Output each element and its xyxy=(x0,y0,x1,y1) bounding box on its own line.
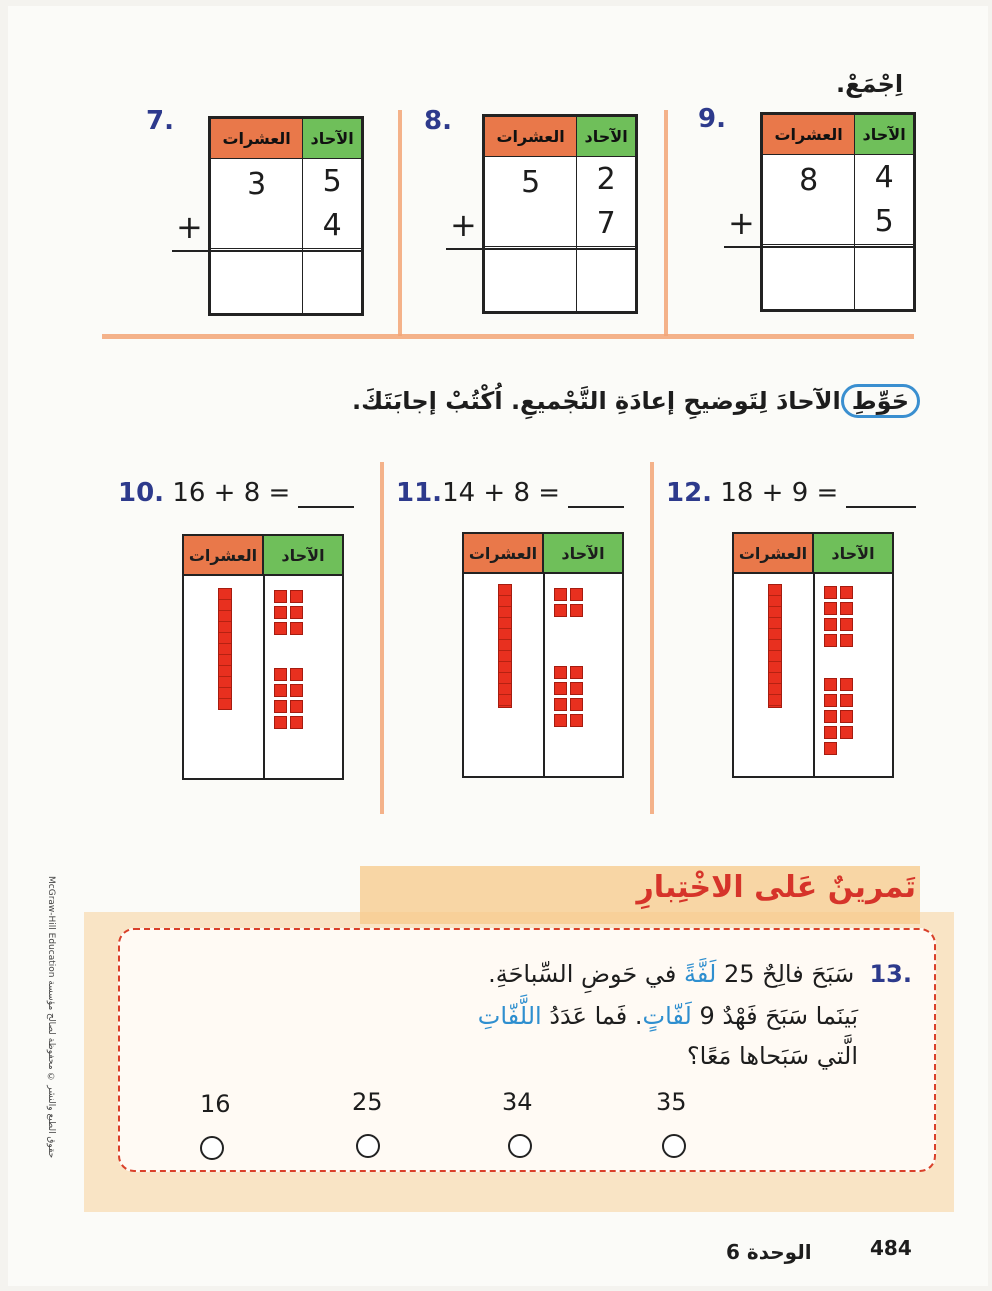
tens-rod xyxy=(498,584,512,708)
ones-bottom-digit: 4 xyxy=(322,207,342,243)
plus-sign: + xyxy=(728,204,755,242)
keyword: اللَّفّاتِ xyxy=(477,1002,542,1030)
question-13-line2 xyxy=(478,996,858,1036)
circled-word: حَوِّطِ xyxy=(841,384,920,418)
divider xyxy=(650,462,654,814)
equation-10 xyxy=(118,478,354,508)
ones-top-digit: 4 xyxy=(874,159,894,195)
ones-cube xyxy=(824,634,837,647)
text: في حَوضِ السِّباحَةِ. xyxy=(488,960,684,988)
test-practice-title: تَمرينٌ عَلى الاخْتِبارِ xyxy=(636,870,916,905)
regroup-instruction xyxy=(352,384,920,418)
ones-cube xyxy=(290,700,303,713)
answer-blank[interactable] xyxy=(298,480,354,508)
tens-header: العشرات xyxy=(485,117,577,157)
text: . فَما عَدَدُ xyxy=(541,1002,643,1030)
tens-rod xyxy=(218,588,232,710)
unit-label: الوحدة 6 xyxy=(726,1240,812,1264)
ones-cube xyxy=(290,684,303,697)
instruction-rest: الآحادَ لِتَوضيحِ إعادَةِ التَّجْميعِ. اُكْتُبْ إجابَتَكَ. xyxy=(352,387,841,415)
answer-bubble[interactable] xyxy=(200,1136,224,1160)
answer-blank[interactable] xyxy=(846,480,916,508)
page-number: 484 xyxy=(870,1236,912,1260)
plus-sign: + xyxy=(450,206,477,244)
ones-cube xyxy=(554,588,567,601)
ones-cube xyxy=(824,710,837,723)
ones-cube xyxy=(840,678,853,691)
ones-top-digit: 2 xyxy=(596,161,616,197)
add-instruction: اِجْمَعْ. xyxy=(836,70,904,98)
answer-cell[interactable] xyxy=(855,245,914,310)
ones-header: الآحاد xyxy=(855,115,914,155)
ones-cube xyxy=(554,714,567,727)
ones-cube xyxy=(840,726,853,739)
ones-cube xyxy=(274,606,287,619)
question-13-line1 xyxy=(488,954,912,994)
ones-cube xyxy=(824,742,837,755)
answer-cell[interactable] xyxy=(211,249,303,314)
ones-cube xyxy=(824,586,837,599)
ones-cube xyxy=(554,682,567,695)
tens-header: العشرات xyxy=(211,119,303,159)
ones-cube xyxy=(840,694,853,707)
ones-cube xyxy=(554,698,567,711)
tens-header: العشرات xyxy=(184,536,264,574)
equation-expr: 14 + 8 = xyxy=(442,478,561,508)
place-value-chart xyxy=(482,114,638,314)
ones-cube xyxy=(290,590,303,603)
ones-header: الآحاد xyxy=(264,536,342,574)
tens-header: العشرات xyxy=(464,534,544,572)
problem-number: 7. xyxy=(146,106,174,136)
ones-top-digit: 5 xyxy=(322,163,342,199)
option-label: 25 xyxy=(352,1088,383,1116)
ones-cube xyxy=(570,666,583,679)
ones-cube xyxy=(274,700,287,713)
ones-cube xyxy=(290,716,303,729)
answer-cell[interactable] xyxy=(577,247,636,312)
base-ten-mat xyxy=(732,532,894,778)
ones-cube xyxy=(824,678,837,691)
place-value-chart xyxy=(760,112,916,312)
equation-expr: 18 + 9 = xyxy=(720,478,839,508)
place-value-chart xyxy=(208,116,364,316)
tens-rod xyxy=(768,584,782,708)
option-label: 16 xyxy=(200,1090,231,1118)
ones-cube xyxy=(554,666,567,679)
base-ten-mat xyxy=(182,534,344,780)
ones-cube xyxy=(290,606,303,619)
sum-line xyxy=(172,250,364,252)
mat-divider xyxy=(813,574,815,776)
ones-cube xyxy=(570,604,583,617)
answer-bubble[interactable] xyxy=(356,1134,380,1158)
question-number: .13 xyxy=(869,960,912,988)
keyword: لَفّاتٍ xyxy=(642,1002,692,1030)
ones-header: الآحاد xyxy=(814,534,892,572)
ones-cube xyxy=(274,684,287,697)
answer-cell[interactable] xyxy=(485,247,577,312)
ones-cube xyxy=(840,618,853,631)
equation-11 xyxy=(396,478,624,508)
ones-cube xyxy=(274,668,287,681)
ones-cube xyxy=(570,588,583,601)
problem-number: 11. xyxy=(396,478,443,508)
option-label: 35 xyxy=(656,1088,687,1116)
ones-header: الآحاد xyxy=(303,119,362,159)
ones-bottom-digit: 5 xyxy=(874,203,894,239)
ones-cube xyxy=(570,682,583,695)
tens-header: العشرات xyxy=(763,115,855,155)
equation-expr: 16 + 8 = xyxy=(172,478,291,508)
copyright-sidebar: McGraw-Hill Education حقوق الطبع والنشر © محفوظة لصالح مؤسسة xyxy=(46,876,56,1159)
ones-cube xyxy=(840,602,853,615)
answer-bubble[interactable] xyxy=(508,1134,532,1158)
ones-cube xyxy=(274,622,287,635)
problem-number: 10. xyxy=(118,478,165,508)
sum-line xyxy=(724,246,916,248)
answer-bubble[interactable] xyxy=(662,1134,686,1158)
ones-cube xyxy=(570,714,583,727)
keyword: لَفَّةً xyxy=(683,960,717,988)
problem-number: 8. xyxy=(424,106,452,136)
divider xyxy=(398,110,402,336)
ones-cube xyxy=(840,634,853,647)
sum-line xyxy=(446,248,638,250)
ones-cube xyxy=(824,726,837,739)
question-13-line3: الَّتي سَبَحاها مَعًا؟ xyxy=(686,1042,858,1070)
tens-header: العشرات xyxy=(734,534,814,572)
answer-cell[interactable] xyxy=(303,249,362,314)
ones-cube xyxy=(840,710,853,723)
answer-blank[interactable] xyxy=(568,480,624,508)
tens-digit: 5 xyxy=(485,157,577,247)
divider xyxy=(102,334,914,339)
tens-digit: 3 xyxy=(211,159,303,249)
divider xyxy=(380,462,384,814)
equation-12 xyxy=(666,478,916,508)
ones-cube xyxy=(290,668,303,681)
problem-number: 12. xyxy=(666,478,713,508)
text: بَينَما سَبَحَ فَهْدٌ 9 xyxy=(691,1002,858,1030)
option-label: 34 xyxy=(502,1088,533,1116)
ones-bottom-digit: 7 xyxy=(596,205,616,241)
ones-cube xyxy=(570,698,583,711)
ones-cube xyxy=(274,590,287,603)
mat-divider xyxy=(543,574,545,776)
answer-cell[interactable] xyxy=(763,245,855,310)
ones-cube xyxy=(824,602,837,615)
ones-header: الآحاد xyxy=(577,117,636,157)
problem-number: 9. xyxy=(698,104,726,134)
ones-cube xyxy=(840,586,853,599)
divider xyxy=(664,110,668,336)
plus-sign: + xyxy=(176,208,203,246)
ones-cube xyxy=(824,618,837,631)
ones-cube xyxy=(824,694,837,707)
tens-digit: 8 xyxy=(763,155,855,245)
ones-header: الآحاد xyxy=(544,534,622,572)
text: سَبَحَ فالِحٌ 25 xyxy=(716,960,855,988)
ones-cube xyxy=(290,622,303,635)
ones-cube xyxy=(274,716,287,729)
mat-divider xyxy=(263,576,265,778)
ones-cube xyxy=(554,604,567,617)
base-ten-mat xyxy=(462,532,624,778)
